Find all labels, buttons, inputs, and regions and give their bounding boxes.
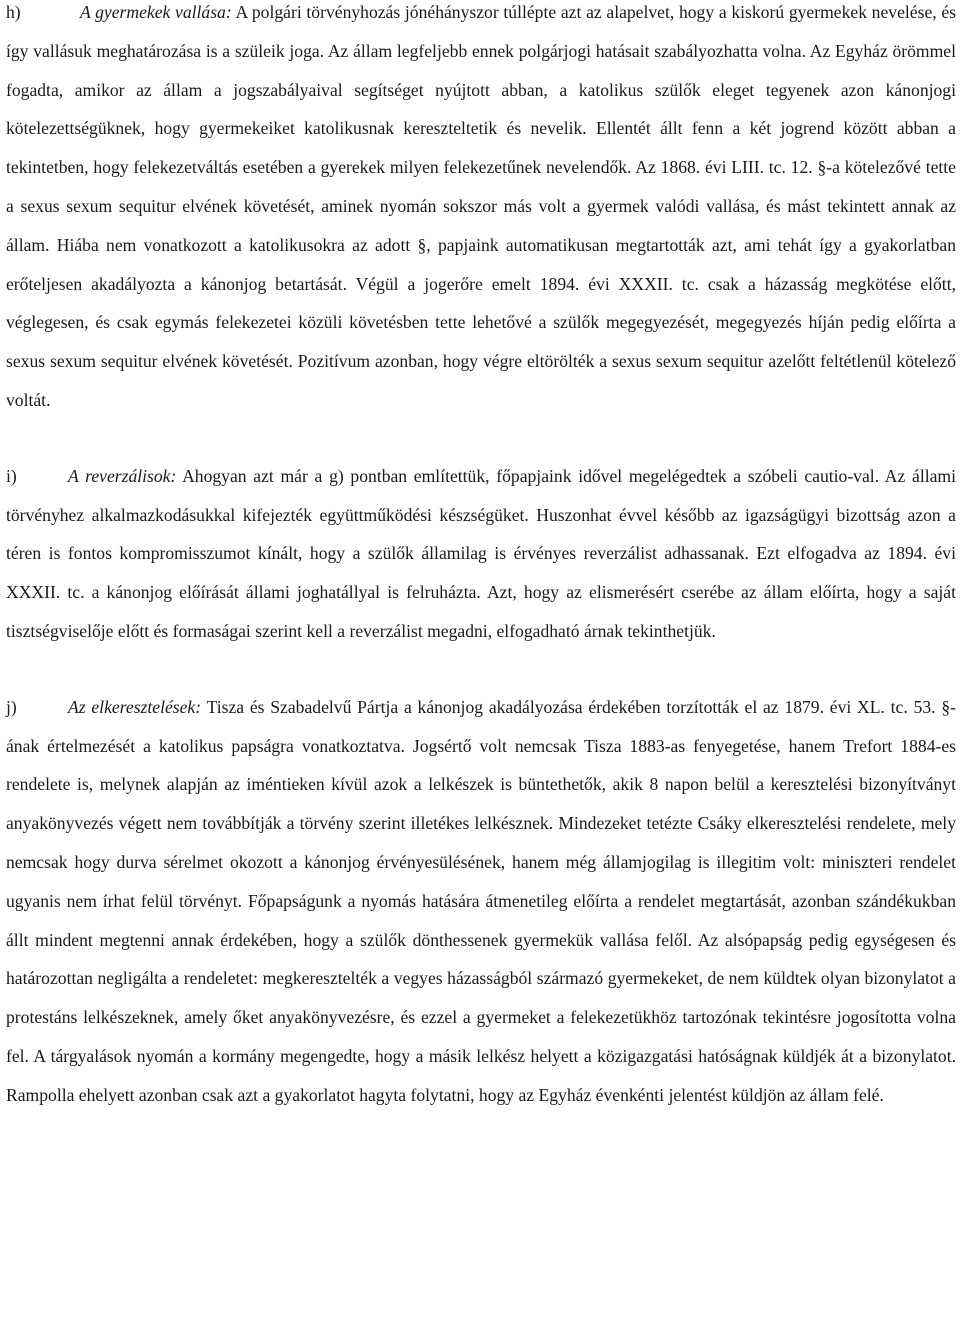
section-heading: Az elkeresztelések: xyxy=(68,696,202,717)
section-heading: A reverzálisok: xyxy=(68,465,177,486)
section-heading: A gyermekek vallása: xyxy=(80,2,232,22)
section-marker: j) xyxy=(6,696,17,717)
section-j xyxy=(6,688,956,1115)
section-body: A polgári törvényhozás jónéhányszor túllépte azt az alapelvet, hogy a kiskorú gyermekek nevelése, és így vallásuk meghatározása is a szüleik joga. Az állam legfeljebb ennek polgárjogi hatásait szabályozhatta volna. Az Egyház örömmel fogadta, amikor az állam a jogszabályaival segítséget nyújtott abban, a katolikus szülők eleget tegyenek azon kánonjogi kötelezettségüknek, hogy gyermekeiket katolikusnak kereszteltetik és nevelik. Ellentét állt fenn a két jogrend között abban a tekintetben, hogy felekezetváltás esetében a gyerekek milyen felekezetűnek nevelendők. Az 1868. évi LIII. tc. 12. §-a kötelezővé tette a sexus sexum sequitur elvének követését, aminek nyomán sokszor más volt a gyermek valódi vallása, és mást tekintett annak az állam. Hiába nem vonatkozott a katolikusokra az adott §, papjaink automatikusan megtartották azt, ami tehát így a gyakorlatban erőteljesen akadályozta a kánonjog betartását. Végül a jogerőre emelt 1894. évi XXXII. tc. csak a házasság megkötése előtt, véglegesen, és csak egymás felekezetei közüli követésben tette lehetővé a szülők megegyezését, megegyezés híján pedig előírta a sexus sexum sequitur elvének követését. Pozitívum azonban, hogy végre eltörölték a sexus sexum sequitur azelőtt feltétlenül kötelező voltát. xyxy=(6,2,956,410)
section-i xyxy=(6,457,956,651)
section-body: Ahogyan azt már a g) pontban említettük, főpapjaink idővel megelégedtek a szóbeli cautio-val. Az állami törvényhez alkalmazkodásukkal kifejezték együttműködési készségüket. Huszonhat évvel később az igazságügyi bizottság azon a téren is fontos kompromisszumot kínált, hogy a szülők államilag is érvényes reverzálist adhassanak. Ezt elfogadva az 1894. évi XXXII. tc. a kánonjog előírását állami joghatállyal is felruházta. Azt, hogy az elismerésért cserébe az állam előírta, hogy a saját tisztségviselője előtt és formaságai szerint kell a reverzálist megadni, elfogadható árnak tekinthetjük. xyxy=(6,465,956,641)
section-body: Tisza és Szabadelvű Pártja a kánonjog akadályozása érdekében torzították el az 1879. évi XL. tc. 53. §-ának értelmezését a katolikus papságra vonatkoztatva. Jogsértő volt nemcsak Tisza 1883-as fenyegetése, hanem Trefort 1884-es rendelete is, melynek alapján az iméntieken kívül azok a lelkészek is büntethetők, akik 8 napon belül a keresztelési bizonyítványt anyakönyvezés végett nem továbbítják a törvény szerint illetékes lelkésznek. Mindezeket tetézte Csáky elkeresztelési rendelete, mely nemcsak hogy durva sérelmet okozott a kánonjog érvényesülésének, hanem még államjogilag is illegitim volt: miniszteri rendelet ugyanis nem írhat felül törvényt. Főpapságunk a nyomás hatására átmenetileg előírta a rendelet megtartását, azonban szándékukban állt mindent megtenni annak érdekében, hogy a szülők dönthessenek gyermekük vallása felől. Az alsópapság pedig egységesen és határozottan negligálta a rendeletet: megkeresztelték a vegyes házasságból származó gyermekeket, de nem küldtek olyan bizonylatot a protestáns lelkészeknek, amely őket anyakönyvezésre, és ezzel a gyermeket a felekezetükhöz tartozónak tekintésre jogosította volna fel. A tárgyalások nyomán a kormány megengedte, hogy a másik lelkész helyett a közigazgatási hatóságnak küldjék át a bizonylatot. Rampolla ehelyett azonban csak azt a gyakorlatot hagyta folytatni, hogy az Egyház évenkénti jelentést küldjön az állam felé. xyxy=(6,696,956,1105)
section-marker: h) xyxy=(6,2,21,22)
section-marker: i) xyxy=(6,465,17,486)
section-h xyxy=(6,0,956,420)
